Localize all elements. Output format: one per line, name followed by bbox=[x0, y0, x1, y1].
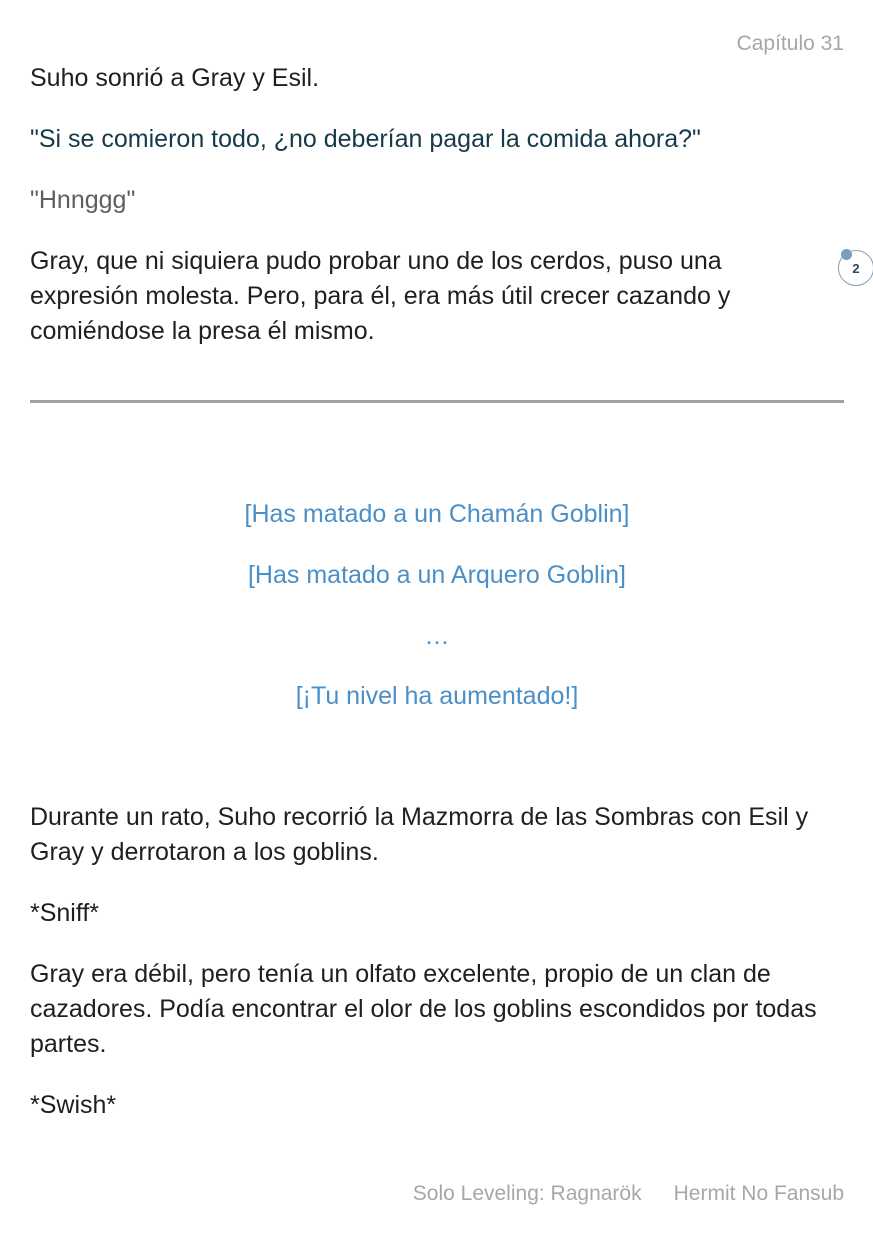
system-message: [Has matado a un Arquero Goblin] bbox=[247, 561, 626, 589]
chapter-label: Capítulo 31 bbox=[736, 32, 844, 55]
section-divider bbox=[30, 400, 844, 403]
footer-title: Solo Leveling: Ragnarök bbox=[412, 1182, 642, 1205]
paragraph: Gray, que ni siquiera pudo probar uno de los cerdos, puso una expresión molesta. Pero, para él, era más útil crecer cazando y comiéndose la presa él mismo. bbox=[30, 247, 731, 345]
dialog-paragraph: "Hnnggg" bbox=[30, 186, 136, 214]
system-ellipsis: … bbox=[424, 622, 450, 650]
system-message: [¡Tu nivel ha aumentado!] bbox=[295, 682, 579, 710]
sound-effect: *Sniff* bbox=[30, 899, 100, 927]
footer-group: Hermit No Fansub bbox=[673, 1182, 844, 1205]
annotation-badge[interactable] bbox=[838, 250, 873, 286]
annotation-count: 2 bbox=[852, 260, 860, 276]
system-message: [Has matado a un Chamán Goblin] bbox=[244, 500, 630, 528]
dialog-paragraph: "Si se comieron todo, ¿no deberían pagar la comida ahora?" bbox=[30, 125, 701, 153]
paragraph: Durante un rato, Suho recorrió la Mazmorra de las Sombras con Esil y Gray y derrotaron a los goblins. bbox=[30, 803, 809, 866]
sound-effect: *Swish* bbox=[30, 1091, 117, 1119]
footer bbox=[413, 1182, 844, 1206]
paragraph: Gray era débil, pero tenía un olfato excelente, propio de un clan de cazadores. Podía encontrar el olor de los goblins escondidos por todas partes. bbox=[30, 960, 817, 1058]
paragraph: Suho sonrió a Gray y Esil. bbox=[30, 64, 320, 92]
